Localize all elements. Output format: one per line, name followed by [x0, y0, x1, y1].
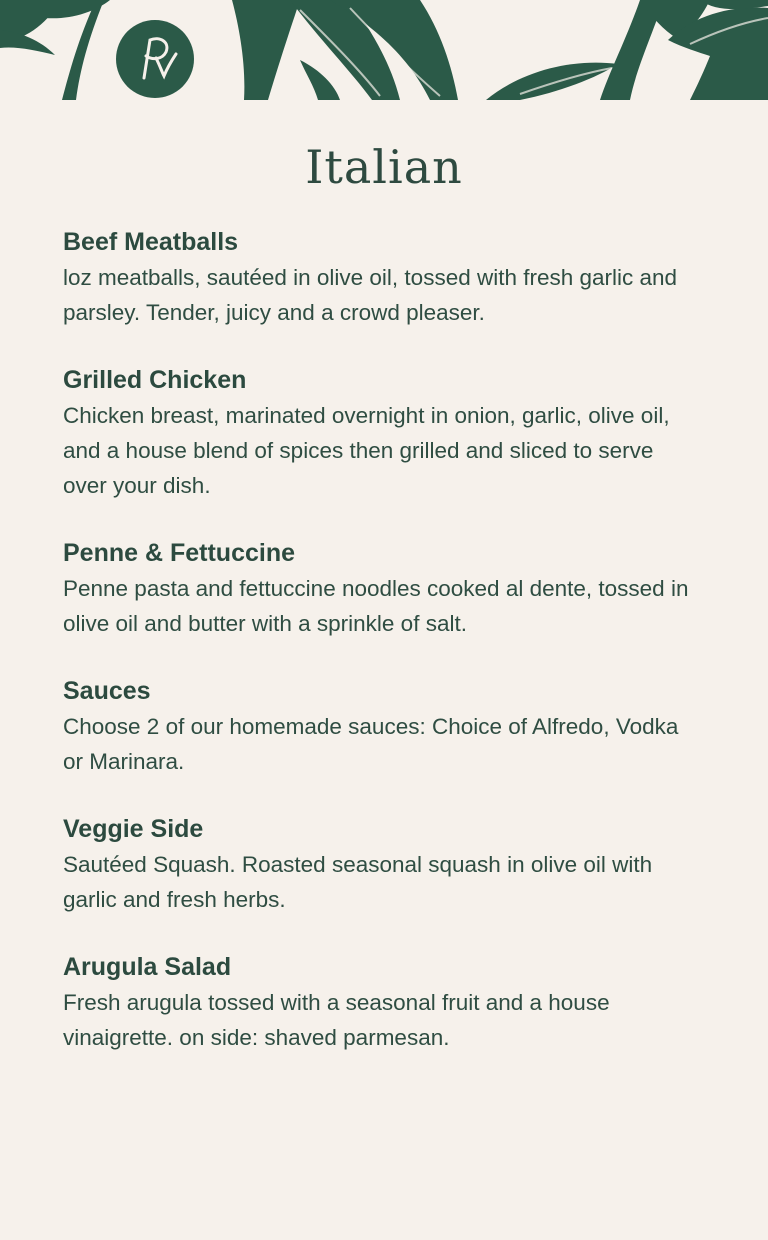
leaf-shape [486, 63, 618, 100]
menu-item-name: Sauces [63, 677, 151, 705]
menu-item-name: Beef Meatballs [63, 228, 239, 256]
page-title: Italian [305, 140, 463, 194]
menu-item-description: Penne pasta and fettuccine noodles cooked al dente, tossed in olive oil and butter with a sprinkle of salt. [63, 576, 689, 636]
menu-item [63, 673, 703, 779]
menu-item-description: Fresh arugula tossed with a seasonal fruit and a house vinaigrette. on side: shaved parmesan. [63, 990, 610, 1050]
menu-item-description: Choose 2 of our homemade sauces: Choice of Alfredo, Vodka or Marinara. [63, 714, 679, 774]
menu-item [63, 949, 703, 1055]
leaf-shape [232, 0, 300, 100]
menu-item [63, 224, 703, 330]
menu-item [63, 535, 703, 641]
menu-list [63, 224, 703, 1087]
menu-item-description: Sautéed Squash. Roasted seasonal squash in olive oil with garlic and fresh herbs. [63, 852, 653, 912]
menu-item [63, 362, 703, 503]
menu-item-description: Chicken breast, marinated overnight in onion, garlic, olive oil, and a house blend of spices then grilled and sliced to serve over your dish. [63, 403, 670, 498]
logo-badge [116, 20, 194, 98]
menu-item-name: Arugula Salad [63, 953, 232, 981]
menu-item-name: Veggie Side [63, 815, 204, 843]
menu-item-name: Penne & Fettuccine [63, 539, 295, 567]
leaf-shape [300, 60, 340, 100]
menu-item [63, 811, 703, 917]
menu-item-name: Grilled Chicken [63, 366, 247, 394]
menu-item-description: loz meatballs, sautéed in olive oil, tossed with fresh garlic and parsley. Tender, juicy and a crowd pleaser. [63, 265, 678, 325]
